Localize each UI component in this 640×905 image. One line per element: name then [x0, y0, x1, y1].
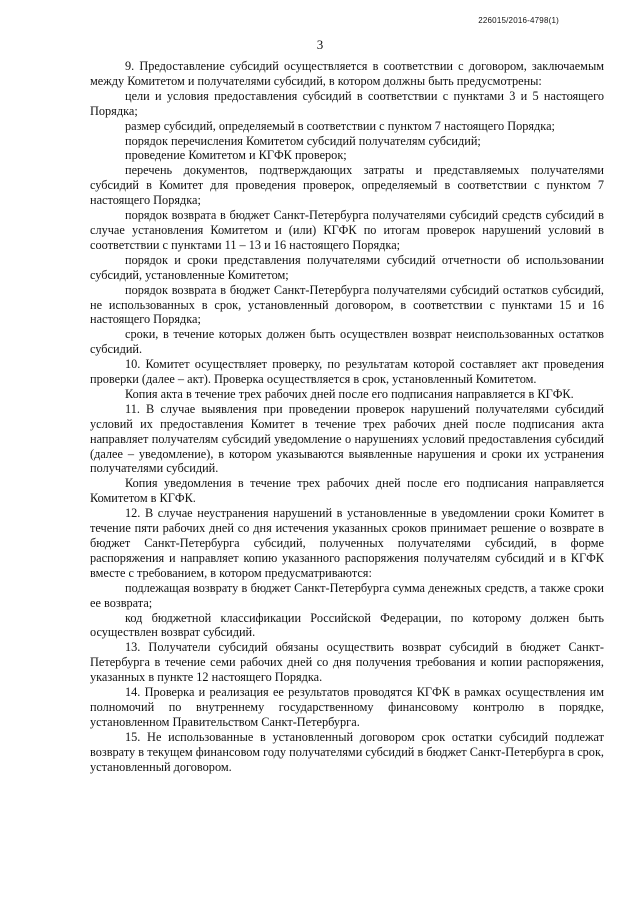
paragraph-13: 13. Получатели субсидий обязаны осуществить возврат субсидий в бюджет Санкт-Петербурга в течение семи рабочих дней со дня получения требования и копии распоряжения, указанных в пункте 12 настоящего Порядка.	[90, 640, 604, 685]
page-number: 3	[316, 37, 324, 52]
paragraph-11-copy: Копия уведомления в течение трех рабочих дней после его подписания направляется Комитетом в КГФК.	[90, 476, 604, 506]
list-item-inspections: проведение Комитетом и КГФК проверок;	[125, 148, 347, 163]
document-id: 226015/2016-4798(1)	[478, 16, 559, 25]
list-item-sum: подлежащая возврату в бюджет Санкт-Петербурга сумма денежных средств, а также сроки ее возврата;	[90, 580, 604, 610]
paragraph-11: 11. В случае выявления при проведении проверок нарушений получателями субсидий условий их предоставления Комитет в течение трех рабочих дней после подписания акта направляет получателям субсидий уведомление о нарушениях условий предоставления субсидий (далее – уведомление), в котором указываются выявленные нарушения и сроки их устранения получателями субсидий.	[90, 401, 604, 476]
paragraph-10-copy: Копия акта в течение трех рабочих дней после его подписания направляется в КГФК.	[125, 386, 574, 401]
list-item-return-violations: порядок возврата в бюджет Санкт-Петербурга получателями субсидий средств субсидий в случае установления Комитетом и (или) КГФК по итогам проверок нарушений условий в соответствии с пунктами 11 – 13 и 16 настоящего Порядка;	[90, 208, 604, 252]
list-item-return-terms: сроки, в течение которых должен быть осуществлен возврат неиспользованных остатков субсидий.	[90, 327, 604, 357]
list-item-documents: перечень документов, подтверждающих затраты и представляемых получателями субсидий в Комитет для проведения проверок, определяемый в соответствии с пунктом 7 настоящего Порядка;	[90, 163, 604, 208]
paragraph-15: 15. Не использованные в установленный договором срок остатки субсидий подлежат возврату в текущем финансовом году получателями субсидий в бюджет Санкт-Петербурга в срок, установленный договором.	[90, 729, 604, 774]
list-item-goals: цели и условия предоставления субсидий в соответствии с пунктами 3 и 5 настоящего Порядка;	[90, 88, 604, 118]
paragraph-10: 10. Комитет осуществляет проверку, по результатам которой составляет акт проведения проверки (далее – акт). Проверка осуществляется в срок, установленный Комитетом.	[90, 357, 604, 387]
list-item-transfer-order: порядок перечисления Комитетом субсидий получателям субсидий;	[125, 133, 481, 148]
paragraph-12: 12. В случае неустранения нарушений в установленные в уведомлении сроки Комитет в течение пяти рабочих дней со дня истечения указанных сроков принимает решение о возврате в бюджет Санкт-Петербурга субсидий, полученных получателями субсидий, в форме распоряжения и направляет копию указанного распоряжения получателям субсидий и в КГФК вместе с требованием, в котором предусматриваются:	[90, 506, 604, 580]
list-item-amount: размер субсидий, определяемый в соответствии с пунктом 7 настоящего Порядка;	[125, 118, 555, 133]
document-body	[90, 59, 604, 775]
list-item-return-remainders: порядок возврата в бюджет Санкт-Петербурга получателями субсидий остатков субсидий, не использованных в срок, установленный договором, в соответствии с пунктами 15 и 16 настоящего Порядка;	[90, 282, 604, 327]
list-item-reporting: порядок и сроки представления получателями субсидий отчетности об использовании субсидий, установленные Комитетом;	[90, 252, 604, 282]
list-item-budget-code: код бюджетной классификации Российской Федерации, по которому должен быть осуществлен возврат субсидий.	[90, 610, 604, 640]
paragraph-14: 14. Проверка и реализация ее результатов проводятся КГФК в рамках осуществления им полномочий по внутреннему государственному финансовому контролю в порядке, установленном Правительством Санкт-Петербурга.	[90, 685, 604, 729]
paragraph-9: 9. Предоставление субсидий осуществляется в соответствии с договором, заключаемым между Комитетом и получателями субсидий, в котором должны быть предусмотрены:	[90, 59, 604, 88]
